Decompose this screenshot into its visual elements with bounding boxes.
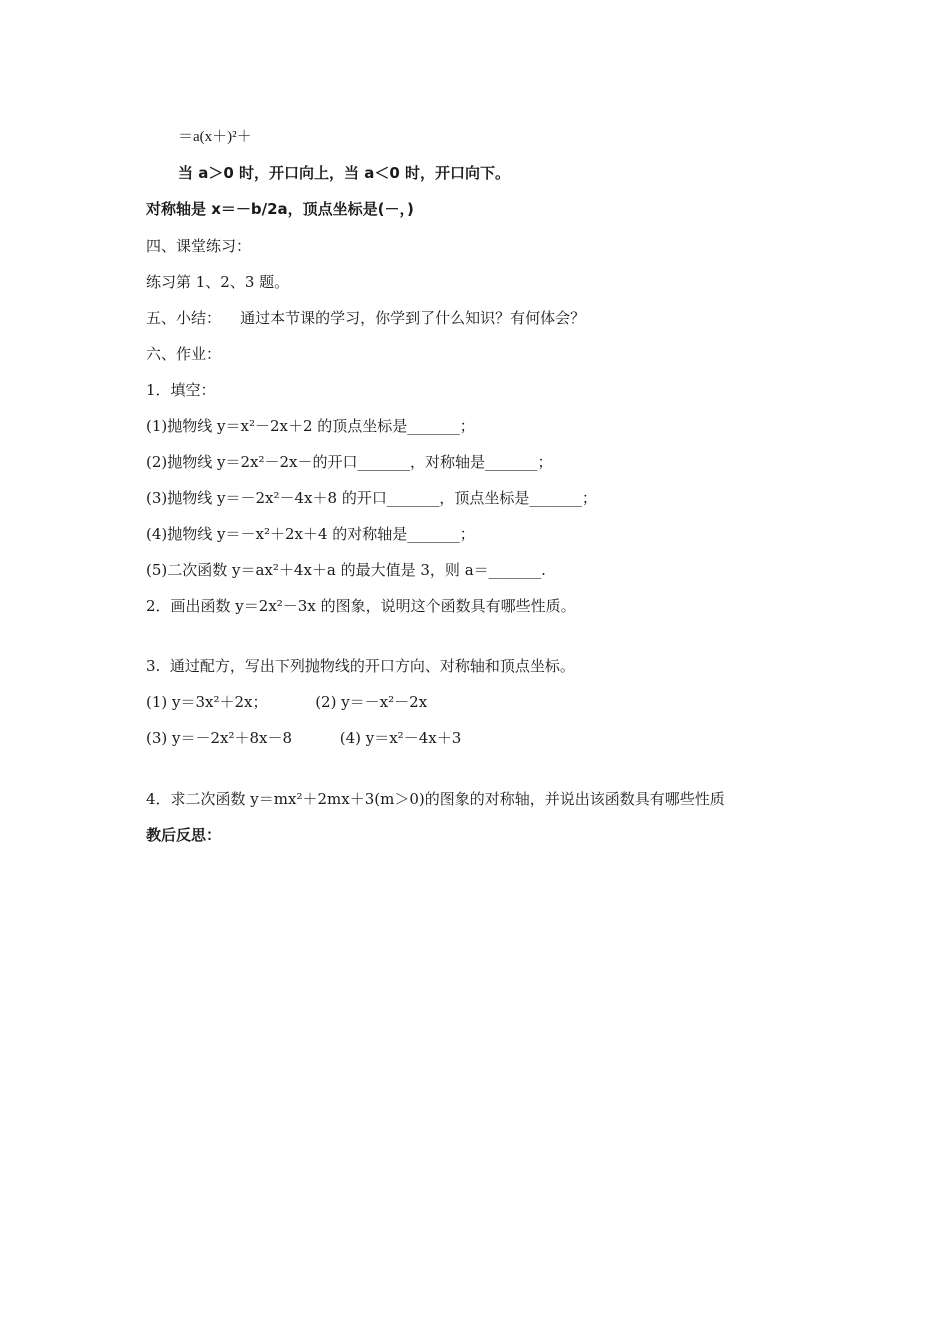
- question-3-parts-a: (1) y＝3x²＋2x； (2) y＝－x²－2x: [146, 693, 428, 711]
- question-3-parts-b: (3) y＝－2x²＋8x－8 (4) y＝x²－4x＋3: [146, 729, 462, 747]
- question-1-5: (5)二次函数 y＝ax²＋4x＋a 的最大值是 3，则 a＝_______.: [146, 561, 546, 579]
- question-1-1: (1)抛物线 y＝x²－2x＋2 的顶点坐标是_______；: [146, 417, 475, 435]
- question-3: 3. 通过配方，写出下列抛物线的开口方向、对称轴和顶点坐标。: [146, 657, 575, 675]
- section-heading-summary: 五、小结： 通过本节课的学习，你学到了什么知识？有何体会？: [146, 309, 586, 327]
- question-1-3: (3)抛物线 y＝－2x²－4x＋8 的开口_______，顶点坐标是_______；: [146, 489, 597, 507]
- question-1-4: (4)抛物线 y＝－x²＋2x＋4 的对称轴是_______；: [146, 525, 475, 543]
- question-4: 4．求二次函数 y＝mx²＋2mx＋3(m＞0)的图象的对称轴，并说出该函数具有哪些性质: [146, 790, 725, 808]
- section-heading-homework: 六、作业：: [146, 345, 222, 363]
- question-1-2: (2)抛物线 y＝2x²－2x－的开口_______，对称轴是_______；: [146, 453, 553, 471]
- question-1-heading: 1．填空：: [146, 381, 216, 399]
- formula-line: ＝a(x＋)²＋: [178, 129, 252, 145]
- section-heading-practice: 四、课堂练习：: [146, 237, 252, 255]
- axis-vertex-note: 对称轴是 x＝－b/2a，顶点坐标是(－，): [146, 200, 414, 218]
- opening-direction-note: 当 a＞0 时，开口向上，当 a＜0 时，开口向下。: [178, 164, 511, 182]
- question-2: 2．画出函数 y＝2x²－3x 的图象，说明这个函数具有哪些性质。: [146, 597, 576, 615]
- reflection-heading: 教后反思：: [146, 826, 222, 844]
- practice-text: 练习第 1、2、3 题。: [146, 273, 290, 291]
